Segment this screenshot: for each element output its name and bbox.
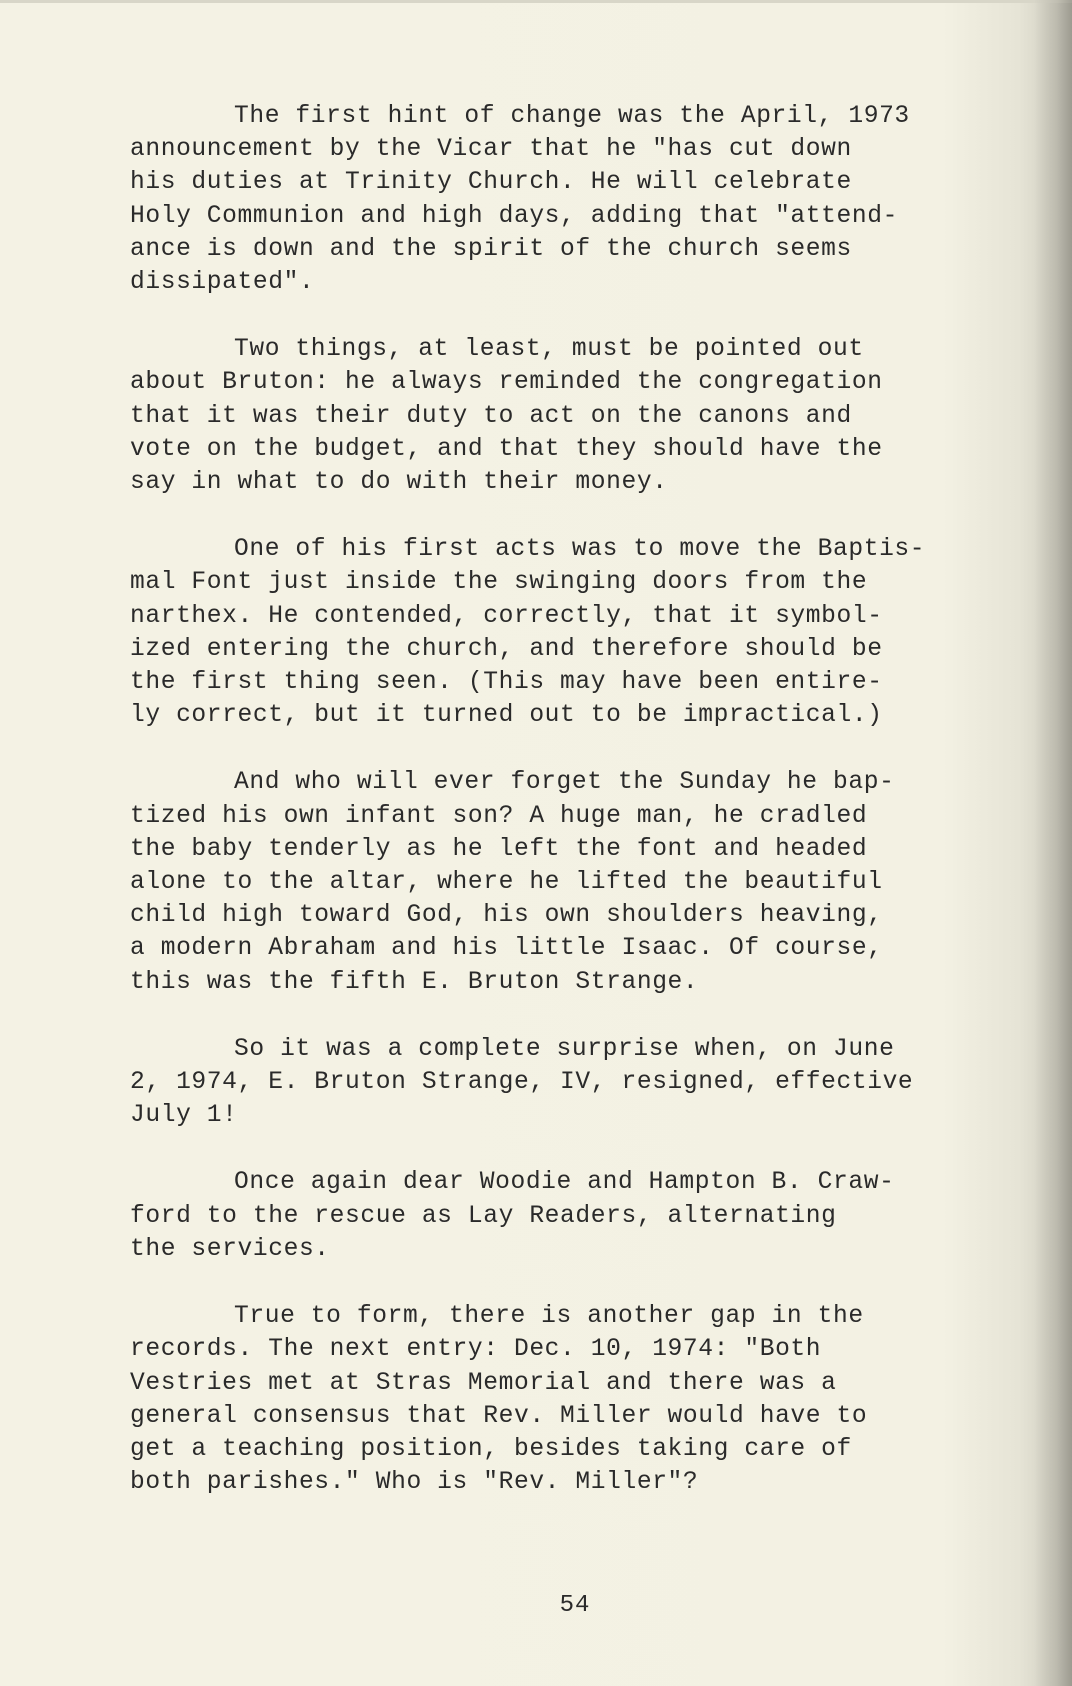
- paragraph-1: [130, 100, 990, 299]
- body-text: [130, 100, 990, 1533]
- page-number: 54: [559, 1592, 591, 1619]
- spine-shadow: [1034, 0, 1072, 1686]
- paragraph-7-text: True to form, there is another gap in the records. The next entry: Dec. 10, 1974: "Both Vestries met at Stras Memorial and there was a general consensus that Rev. Miller would have to get a teaching position, besides taking care of both parishes." Who is "Rev. Miller"?: [130, 1303, 868, 1497]
- paragraph-5: [130, 1033, 990, 1133]
- paragraph-4-text: And who will ever forget the Sunday he bap- tized his own infant son? A huge man, he cradled the baby tenderly as he left the font and headed alone to the altar, where he lifted the beautiful child high toward God, his own shoulders heaving, a modern Abraham and his little Isaac. Of course, this was the fifth E. Bruton Strange.: [130, 769, 895, 996]
- paragraph-2-text: Two things, at least, must be pointed out about Bruton: he always reminded the congregation that it was their duty to act on the canons and vote on the budget, and that they should have the say in what to do with their money.: [130, 336, 883, 497]
- paragraph-4: [130, 766, 990, 998]
- paragraph-3: [130, 533, 990, 732]
- paragraph-1-text: The first hint of change was the April, 1973 announcement by the Vicar that he "has cut down his duties at Trinity Church. He will celebrate Holy Communion and high days, adding that "attend- ance is down and the spirit of the church seems dissipated".: [130, 103, 910, 297]
- paragraph-6-text: Once again dear Woodie and Hampton B. Craw- ford to the rescue as Lay Readers, alternating the services.: [130, 1169, 895, 1263]
- paragraph-2: [130, 333, 990, 499]
- paragraph-6: [130, 1166, 990, 1266]
- paragraph-3-text: One of his first acts was to move the Baptis- mal Font just inside the swinging doors from the narthex. He contended, correctly, that it symbol- ized entering the church, and therefore should be the first thing seen. (This may have been entire- ly correct, but it turned out to be impractical.): [130, 536, 926, 730]
- paragraph-7: [130, 1300, 990, 1499]
- page-top-edge: [0, 0, 1072, 3]
- paragraph-5-text: So it was a complete surprise when, on June 2, 1974, E. Bruton Strange, IV, resigned, effective July 1!: [130, 1035, 914, 1130]
